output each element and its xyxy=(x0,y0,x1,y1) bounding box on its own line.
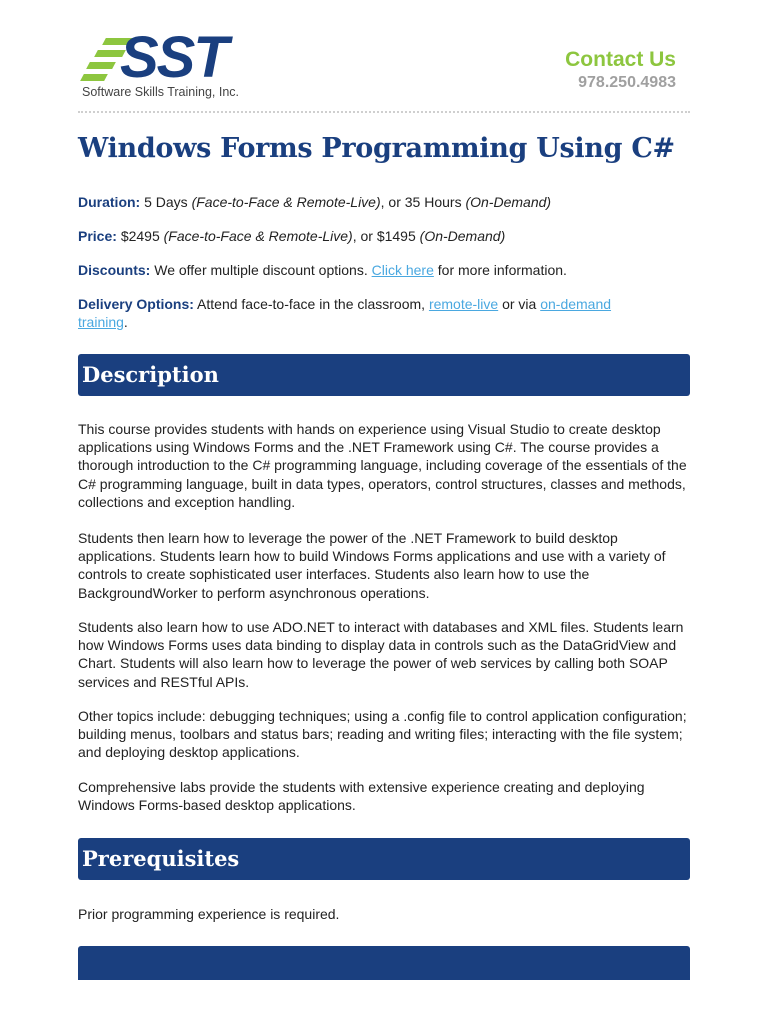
duration-label: Duration: xyxy=(78,194,141,210)
sst-logo[interactable] xyxy=(82,25,282,104)
contact-title: Contact Us xyxy=(565,48,676,71)
prerequisites-header xyxy=(78,838,690,880)
price-line xyxy=(78,227,690,245)
duration-value: 5 Days xyxy=(144,194,188,210)
duration-mode-demand: (On-Demand) xyxy=(465,194,552,210)
price-mode-demand: (On-Demand) xyxy=(419,228,506,244)
on-demand-link[interactable]: on-demand xyxy=(540,296,612,312)
delivery-end: . xyxy=(123,314,128,330)
prerequisites-heading: Prerequisites xyxy=(82,846,240,871)
price-value: $2495 xyxy=(120,228,160,244)
description-header xyxy=(78,354,690,396)
duration-line xyxy=(78,193,690,211)
header-divider xyxy=(78,111,690,113)
description-paragraph-1: This course provides students with hands on experience using Visual Studio to create desktop applications using Windows Forms and the .NET Framework using C#. The course provides a thorough introduction to the C# programming language, including coverage of the essentials of the C# programming language, built in data types, operators, control structures, classes and methods, collections and exception handling. xyxy=(78,421,687,510)
discounts-label: Discounts: xyxy=(78,262,151,278)
remote-live-link[interactable]: remote-live xyxy=(428,296,499,312)
delivery-text: Attend face-to-face in the classroom, xyxy=(197,296,426,312)
discounts-line xyxy=(78,261,690,279)
next-section-header xyxy=(78,946,690,980)
logo-subtitle: Software Skills Training, Inc. xyxy=(82,85,240,99)
delivery-mid: or via xyxy=(502,296,537,312)
description-paragraph-5: Comprehensive labs provide the students with extensive experience creating and deploying Windows Forms-based desktop applications. xyxy=(78,779,645,814)
contact-block xyxy=(565,48,676,94)
delivery-line xyxy=(78,295,690,331)
description-heading: Description xyxy=(82,362,219,387)
description-paragraph-3: Students also learn how to use ADO.NET to interact with databases and XML files. Students learn how Windows Forms uses data binding to display data in controls such as the DataGridView and Chart. Students will also learn how to leverage the power of web services by calling both SOAP services and RESTful APIs. xyxy=(78,619,684,690)
description-paragraph-2: Students then learn how to leverage the power of the .NET Framework to build desktop applications. Students learn how to build Windows Forms applications and use with a variety of controls to create sophisticated user interfaces. Students also learn how to use the BackgroundWorker to perform asynchronous operations. xyxy=(78,530,666,601)
logo-wordmark: SST xyxy=(120,25,227,90)
delivery-label: Delivery Options: xyxy=(78,296,194,312)
price-label: Price: xyxy=(78,228,117,244)
price-mode-live: (Face-to-Face & Remote-Live) xyxy=(163,228,353,244)
discounts-text: We offer multiple discount options. xyxy=(154,262,368,278)
discounts-link[interactable]: Click here xyxy=(371,262,434,278)
price-or: , or $1495 xyxy=(352,228,416,244)
course-title: Windows Forms Programming Using C# xyxy=(78,133,675,164)
contact-phone[interactable]: 978.250.4983 xyxy=(578,74,676,91)
training-link[interactable]: training xyxy=(78,314,124,330)
discounts-after: for more information. xyxy=(437,262,567,278)
prerequisites-text: Prior programming experience is required. xyxy=(78,906,340,922)
duration-or: , or 35 Hours xyxy=(380,194,462,210)
duration-mode-live: (Face-to-Face & Remote-Live) xyxy=(191,194,381,210)
description-paragraph-4: Other topics include: debugging techniques; using a .config file to control application configuration; building menus, toolbars and status bars; reading and writing files; interacting with the file system; and deploying desktop applications. xyxy=(78,708,687,761)
